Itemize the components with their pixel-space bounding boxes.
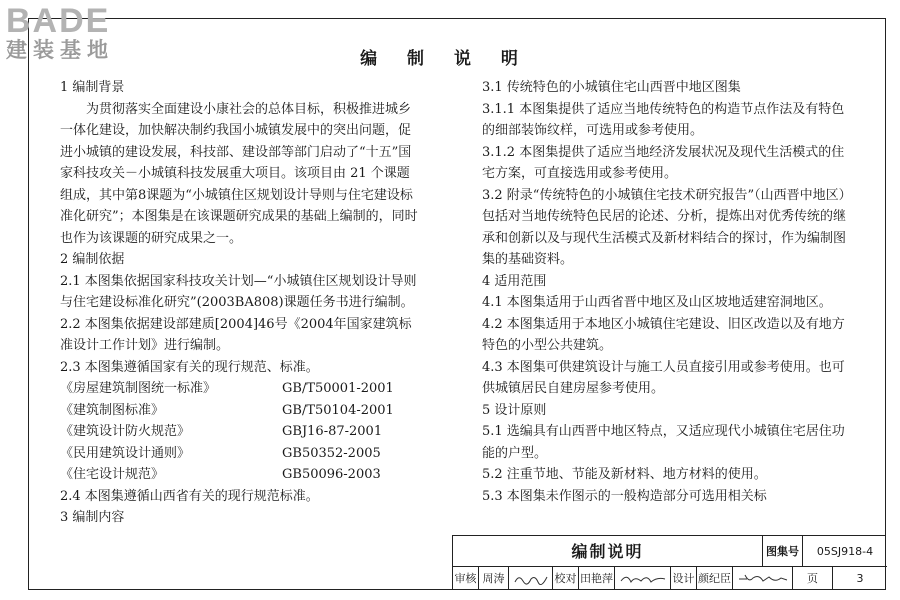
tb-check-label: 校对	[553, 567, 579, 590]
tb-reviewer: 周涛	[479, 567, 509, 590]
paragraph: 4.3 本图集可供建筑设计与施工人员直接引用或参考使用。也可供城镇居民自建房屋参考使用。	[482, 359, 845, 396]
tb-page-number: 3	[856, 572, 864, 585]
tb-atlas-number: 05SJ918-4	[803, 536, 887, 567]
paragraph: 3.1.1 本图集提供了适应当地传统特色的构造节点作法及有特色的细部装饰纹样，可选用或参考使用。	[482, 101, 845, 138]
designer-signature-scribble	[737, 573, 789, 585]
left-paragraphs	[60, 77, 422, 378]
paragraph: 2.4 本图集遵循山西省有关的现行规范标准。	[60, 488, 319, 504]
tb-drawing-name: 编制说明	[453, 536, 763, 567]
paragraph: 为贯彻落实全面建设小康社会的总体目标，积极推进城乡一体化建设，加快解决制约我国小城镇发展中的突出问题，促进小城镇的建设发展，科技部、建设部等部门启动了“十五”国家科技攻关－小城镇科技发展重大项目。该项目由 21 个课题组成，其中第8课题为“小城镇住区规划设计导则与住宅建设标准化研究”；本图集是在该课题研究成果的基础上编制的，同时也作为该课题的研究成果之一。	[60, 101, 418, 246]
paragraph: 4 适用范围	[482, 273, 547, 289]
right-column	[482, 77, 850, 507]
left-tail-paragraphs	[60, 486, 422, 529]
checker-signature-scribble	[619, 573, 667, 585]
standards-list	[60, 378, 422, 486]
standard-code: GB50096-2003	[282, 467, 381, 482]
standard-name: 《住宅设计规范》	[60, 467, 165, 482]
paragraph: 4.1 本图集适用于山西省晋中地区及山区坡地适建窑洞地区。	[482, 295, 832, 310]
tb-designer: 颜纪臣	[697, 567, 733, 590]
logo-subtitle: 建装基地	[6, 38, 114, 62]
tb-atlas-label: 图集号	[763, 536, 803, 567]
logo-brand: BADE	[6, 2, 111, 40]
paragraph: 2.3 本图集遵循国家有关的现行规范、标准。	[60, 359, 319, 375]
paragraph: 3.1.2 本图集提供了适应当地经济发展状况及现代生活模式的住宅方案，可直接选用或参考使用。	[482, 144, 845, 181]
paragraph: 2.2 本图集依据建设部建质[2004]46号《2004年国家建筑标准设计工作计划》进行编制。	[60, 316, 412, 353]
page-title: 编 制 说 明	[360, 49, 530, 69]
tb-page-label: 页	[793, 567, 833, 590]
standard-name: 《民用建筑设计通则》	[60, 445, 191, 461]
title-block	[452, 535, 886, 590]
reviewer-signature-scribble	[513, 573, 549, 585]
standard-code: GB50352-2005	[282, 445, 381, 461]
tb-checker: 田艳萍	[579, 567, 615, 590]
tb-review-label: 审核	[453, 567, 479, 590]
paragraph: 3 编制内容	[60, 510, 125, 525]
paragraph: 2.1 本图集依据国家科技攻关计划—“小城镇住区规划设计导则与住宅建设标准化研究”(2003BA808)课题任务书进行编制。	[60, 273, 417, 310]
paragraph: 1 编制背景	[60, 80, 125, 95]
tb-design-label: 设计	[671, 567, 697, 590]
standard-name: 《房屋建筑制图统一标准》	[60, 381, 217, 396]
standard-code: GB/T50001-2001	[282, 381, 394, 396]
standard-code: GB/T50104-2001	[282, 402, 394, 418]
paragraph: 4.2 本图集适用于本地区小城镇住宅建设、旧区改造以及有地方特色的小型公共建筑。	[482, 316, 845, 353]
paragraph: 5.3 本图集未作图示的一般构造部分可选用相关标	[482, 488, 767, 504]
paragraph: 3.1 传统特色的小城镇住宅山西晋中地区图集	[482, 80, 741, 95]
standard-name: 《建筑设计防火规范》	[60, 424, 191, 439]
standard-code: GBJ16-87-2001	[282, 424, 383, 439]
paragraph: 2 编制依据	[60, 252, 125, 267]
bade-logo	[6, 4, 146, 62]
paragraph: 5.1 选编具有山西晋中地区特点，又适应现代小城镇住宅居住功能的户型。	[482, 424, 845, 461]
right-paragraphs	[482, 77, 850, 507]
paragraph: 5 设计原则	[482, 402, 547, 418]
paragraph: 5.2 注重节地、节能及新材料、地方材料的使用。	[482, 467, 767, 482]
left-column	[60, 77, 422, 529]
standard-name: 《建筑制图标准》	[60, 402, 165, 418]
paragraph: 3.2 附录“传统特色的小城镇住宅技术研究报告”（山西晋中地区）包括对当地传统特色民居的论述、分析，提炼出对优秀传统的继承和创新以及与现代生活模式及新材料结合的探讨，作为编制图集的基础资料。	[482, 187, 847, 267]
